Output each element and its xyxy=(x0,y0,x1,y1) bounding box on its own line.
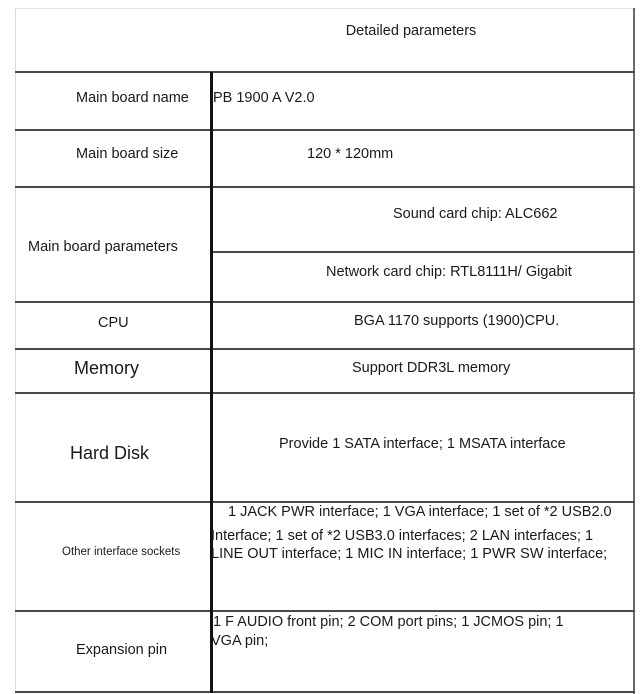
row-label: Main board parameters xyxy=(28,239,178,255)
row-value-network-card: Network card chip: RTL8111H/ Gigabit xyxy=(326,264,572,280)
table-frame xyxy=(15,8,636,693)
column-divider xyxy=(210,72,213,693)
row-value-line: VGA pin; xyxy=(211,633,269,649)
table-title: Detailed parameters xyxy=(345,23,477,39)
row-divider xyxy=(15,691,635,693)
row-value-line: Interface; 1 set of *2 USB3.0 interfaces; 2 LAN interfaces; 1 xyxy=(211,528,594,544)
row-value-line: LINE OUT interface; 1 MIC IN interface; 1 PWR SW interface; xyxy=(211,546,608,562)
row-label: Hard Disk xyxy=(70,443,150,463)
row-divider xyxy=(15,392,635,394)
row-divider xyxy=(15,186,635,188)
row-value: PB 1900 A V2.0 xyxy=(213,90,315,106)
row-value: 120 * 120mm xyxy=(307,146,394,162)
row-value: Support DDR3L memory xyxy=(352,360,511,376)
row-label: Main board size xyxy=(76,146,179,162)
subrow-divider xyxy=(211,251,635,253)
row-value-line: 1 JACK PWR interface; 1 VGA interface; 1 set of *2 USB2.0 xyxy=(228,504,612,520)
row-value: BGA 1170 supports (1900)CPU. xyxy=(354,313,560,329)
row-divider xyxy=(15,348,635,350)
row-divider xyxy=(15,71,635,73)
row-divider xyxy=(15,610,635,612)
row-label: Expansion pin xyxy=(76,642,168,658)
row-label: CPU xyxy=(98,315,129,331)
row-label: Memory xyxy=(74,358,140,378)
row-value-sound-card: Sound card chip: ALC662 xyxy=(393,206,558,222)
row-label: Main board name xyxy=(76,90,189,106)
row-divider xyxy=(15,129,635,131)
row-label: Other interface sockets xyxy=(62,546,181,558)
row-value: Provide 1 SATA interface; 1 MSATA interface xyxy=(279,436,566,452)
row-divider xyxy=(15,301,635,303)
table-right-border xyxy=(633,8,635,694)
row-value-line: 1 F AUDIO front pin; 2 COM port pins; 1 JCMOS pin; 1 xyxy=(213,614,564,630)
